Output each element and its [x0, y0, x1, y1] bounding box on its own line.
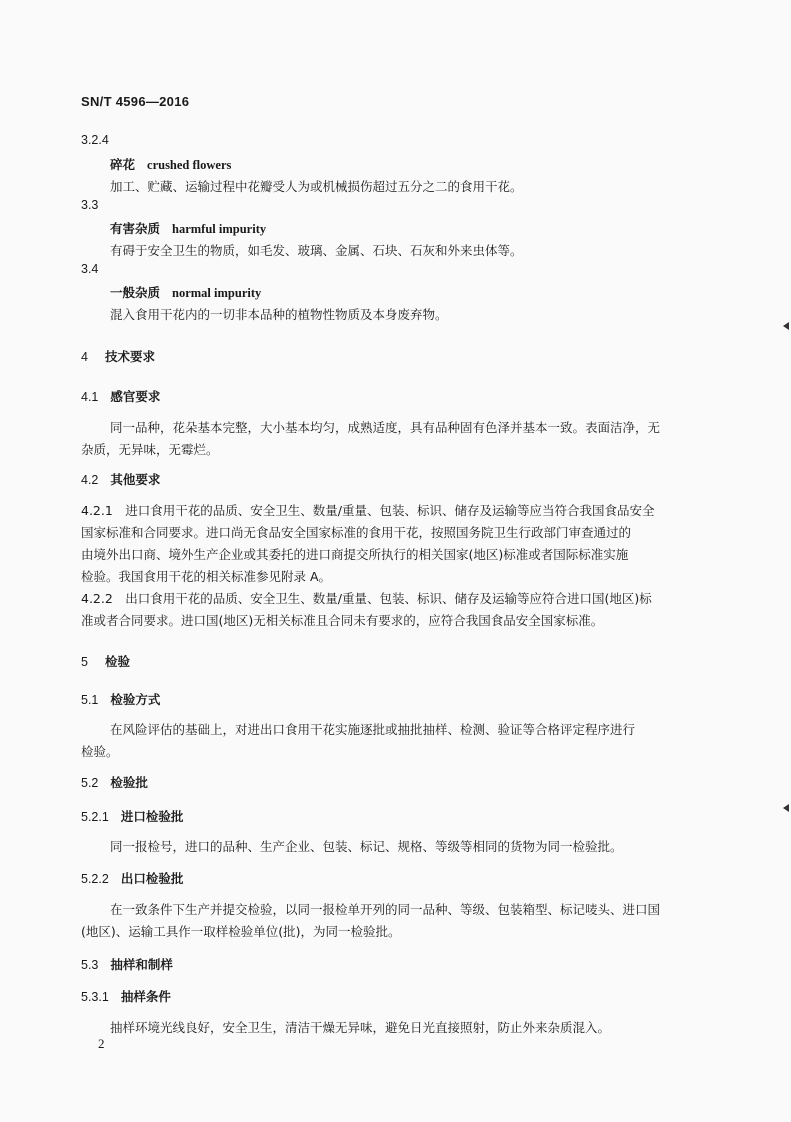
section-4-2-heading — [81, 470, 160, 488]
section-number: 5 — [81, 655, 88, 669]
term-normal-impurity — [110, 283, 261, 301]
page-number: 2 — [98, 1036, 105, 1051]
section-4-1-heading — [81, 387, 160, 405]
paragraph-5-1-line1: 在风险评估的基础上，对进出口食用干花实施逐批或抽批抽样、检测、验证等合格评定程序进行 — [110, 722, 636, 737]
term-harmful-impurity — [110, 219, 266, 237]
clause-3-4-number: 3.4 — [81, 262, 99, 276]
section-title: 检验 — [105, 654, 131, 669]
clause-3-2-4-number: 3.2.4 — [81, 133, 109, 147]
paragraph-4-1-line2: 杂质，无异味，无霉烂。 — [81, 442, 219, 457]
section-number: 4.1 — [81, 390, 99, 404]
paragraph-5-1-line2: 检验。 — [81, 744, 119, 759]
paragraph-5-2-1: 同一报检号，进口的品种、生产企业、包装、标记、规格、等级等相同的货物为同一检验批。 — [110, 839, 623, 854]
section-number: 5.3 — [81, 958, 99, 972]
section-5-3-1-heading — [81, 987, 171, 1005]
section-5-2-heading — [81, 773, 148, 791]
paragraph-5-2-2-line2: (地区)、运输工具作一取样检验单位(批)，为同一检验批。 — [81, 924, 401, 939]
section-number: 5.2 — [81, 776, 99, 790]
scan-edge-mark-icon — [783, 804, 789, 812]
section-title: 感官要求 — [110, 389, 161, 404]
definition-3-4: 混入食用干花内的一切非本品种的植物性物质及本身废弃物。 — [110, 307, 448, 322]
section-number: 4.2 — [81, 473, 99, 487]
term-cn: 一般杂质 — [110, 285, 161, 300]
section-title: 检验批 — [110, 775, 148, 790]
section-title: 检验方式 — [110, 692, 161, 707]
section-number: 5.2.2 — [81, 872, 109, 886]
paragraph-4-1-line1: 同一品种，花朵基本完整，大小基本均匀，成熟适度，具有品种固有色泽并基本一致。表面洁净，无 — [110, 420, 661, 435]
section-5-1-heading — [81, 690, 160, 708]
paragraph-4-2-1-line1: 4.2.1 进口食用干花的品质、安全卫生、数量/重量、包装、标识、储存及运输等应当符合我国食品安全 — [81, 503, 655, 518]
section-title: 其他要求 — [110, 472, 161, 487]
section-number: 5.1 — [81, 693, 99, 707]
term-cn: 碎花 — [110, 157, 136, 172]
definition-3-3: 有碍于安全卫生的物质，如毛发、玻璃、金属、石块、石灰和外来虫体等。 — [110, 243, 523, 258]
term-cn: 有害杂质 — [110, 221, 161, 236]
section-5-2-2-heading — [81, 869, 183, 887]
section-number: 5.2.1 — [81, 810, 109, 824]
section-number: 4 — [81, 350, 88, 364]
paragraph-4-2-1-line2: 国家标准和合同要求。进口尚无食品安全国家标准的食用干花，按照国务院卫生行政部门审查通过的 — [81, 525, 632, 540]
term-en: crushed flowers — [147, 158, 232, 172]
paragraph-5-2-2-line1: 在一致条件下生产并提交检验，以同一报检单开列的同一品种、等级、包装箱型、标记唛头、进口国 — [110, 902, 661, 917]
section-title: 技术要求 — [105, 349, 156, 364]
term-crushed-flowers — [110, 155, 231, 173]
paragraph-5-3-1: 抽样环境光线良好，安全卫生，清洁干燥无异味，避免日光直接照射，防止外来杂质混入。 — [110, 1020, 611, 1035]
section-5-heading — [81, 652, 130, 670]
section-title: 进口检验批 — [120, 809, 184, 824]
term-en: normal impurity — [172, 286, 262, 300]
clause-3-3-number: 3.3 — [81, 198, 99, 212]
paragraph-4-2-1-line3: 由境外出口商、境外生产企业或其委托的进口商提交所执行的相关国家(地区)标准或者国际标准实施 — [81, 547, 629, 562]
section-title: 出口检验批 — [120, 871, 184, 886]
section-5-3-heading — [81, 955, 173, 973]
standard-number-header: SN/T 4596—2016 — [81, 94, 190, 109]
paragraph-4-2-1-line4: 检验。我国食用干花的相关标准参见附录 A。 — [81, 569, 332, 584]
paragraph-4-2-2-line2: 准或者合同要求。进口国(地区)无相关标准且合同未有要求的，应符合我国食品安全国家标准。 — [81, 613, 604, 628]
section-title: 抽样条件 — [120, 989, 171, 1004]
section-number: 5.3.1 — [81, 990, 109, 1004]
section-4-heading — [81, 347, 155, 365]
section-title: 抽样和制样 — [110, 957, 173, 972]
section-5-2-1-heading — [81, 807, 183, 825]
term-en: harmful impurity — [172, 222, 267, 236]
paragraph-4-2-2-line1: 4.2.2 出口食用干花的品质、安全卫生、数量/重量、包装、标识、储存及运输等应符合进口国(地区)标 — [81, 591, 652, 606]
scan-edge-mark-icon — [783, 322, 789, 330]
definition-3-2-4: 加工、贮藏、运输过程中花瓣受人为或机械损伤超过五分之二的食用干花。 — [110, 179, 523, 194]
